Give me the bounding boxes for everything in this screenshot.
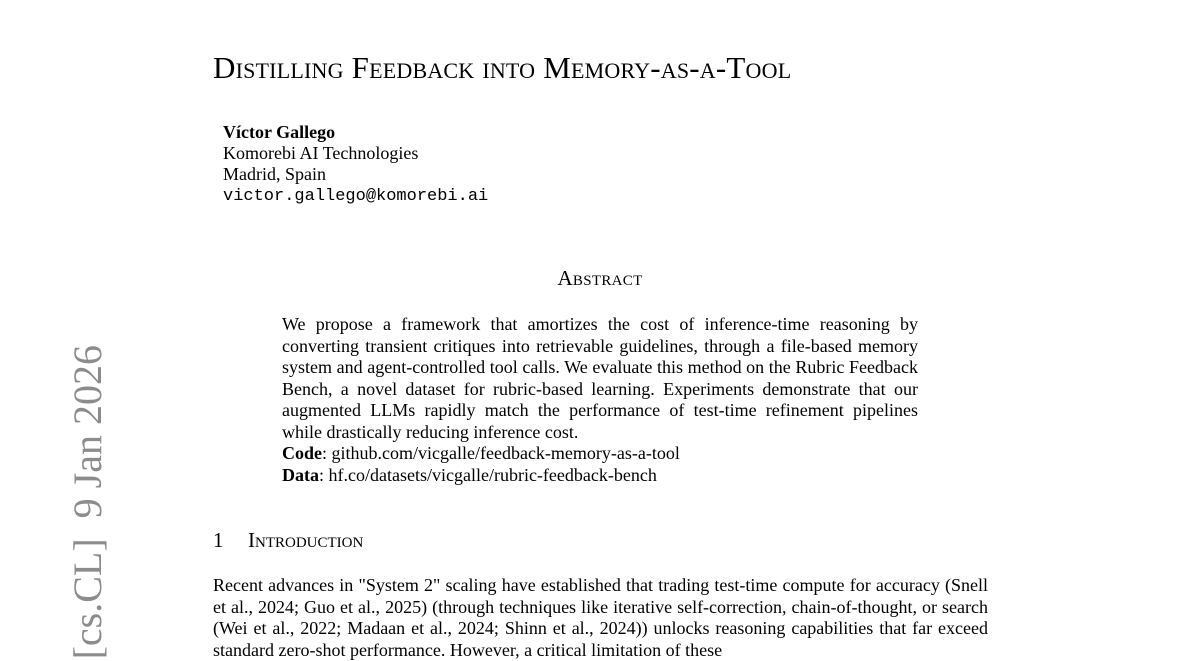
data-label: Data [282, 464, 319, 485]
abstract-heading: Abstract [557, 266, 643, 290]
section-number: 1 [213, 528, 224, 552]
data-link-line: Data: hf.co/datasets/vicgalle/rubric-feedback-bench [282, 464, 657, 485]
author-email[interactable]: victor.gallego@komorebi.ai [223, 187, 489, 206]
section-heading [213, 528, 363, 553]
code-link[interactable]: github.com/vicgalle/feedback-memory-as-a-tool [331, 443, 680, 463]
abstract [282, 314, 918, 486]
paper-title: Distilling Feedback into Memory-as-a-Tool [213, 50, 792, 85]
data-link[interactable]: hf.co/datasets/vicgalle/rubric-feedback-bench [328, 464, 657, 485]
arxiv-sidebar-stamp [65, 345, 110, 660]
code-link-line: Code: github.com/vicgalle/feedback-memory-as-a-tool [282, 443, 680, 463]
abstract-body: We propose a framework that amortizes the cost of inference-time reasoning by converting transient critiques into retrievable guidelines, through a file-based memory system and agent-controlled tool calls. We evaluate this method on the Rubric Feedback Bench, a novel dataset for rubric-based learning. Experiments demonstrate that our augmented LLMs rapidly match the performance of test-time refinement pipelines while drastically reducing inference cost. [282, 314, 918, 442]
author-block [223, 122, 488, 207]
section-title: Introduction [248, 528, 364, 552]
code-label: Code [282, 443, 322, 463]
author-location: Madrid, Spain [223, 164, 326, 184]
introduction-text [213, 575, 988, 661]
author-name: Víctor Gallego [223, 122, 336, 142]
arxiv-date: 9 Jan 2026 [65, 345, 110, 519]
intro-paragraph: Recent advances in "System 2" scaling have established that trading test-time compute for accuracy (Snell et al., 2024; Guo et al., 2025) (through techniques like iterative self-correction, chain-of-thought, or search (Wei et al., 2022; Madaan et al., 2024; Shinn et al., 2024)) unlocks reasoning capabilities that far exceed standard zero-shot performance. However, a critical limitation of these [213, 575, 988, 660]
arxiv-category: [cs.CL] [65, 538, 110, 660]
author-affiliation: Komorebi AI Technologies [223, 143, 419, 163]
